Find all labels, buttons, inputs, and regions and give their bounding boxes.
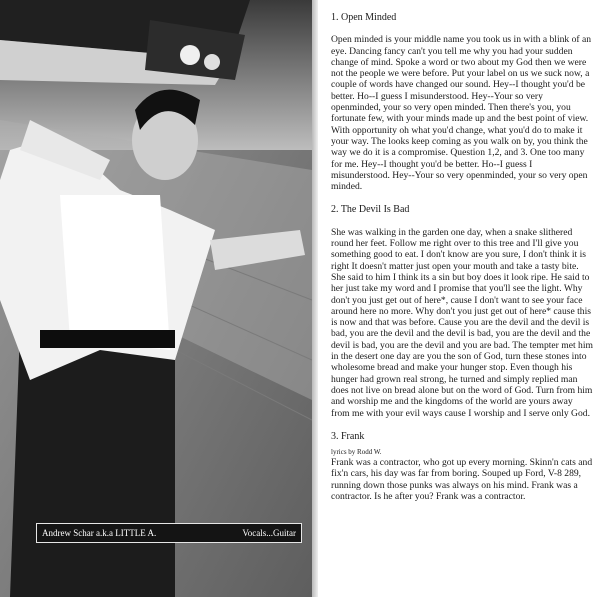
song-title: 3. Frank [331, 430, 365, 442]
lyrics-credit: lyrics by Rodd W. [331, 448, 382, 457]
song-lyrics: Open minded is your middle name you took us in with a blink of an eye. Dancing fancy can't you tell me why you had your sudden change of mind. Spoke a word or two about my God then we were not the people we were before. Put your label on us we suck now, a couple of words have changed our sound. Hey--I thought you'd be better. Ho--I guess I misunderstood. Hey--Your so very openminded, your so very open minded. Then there's you, you fortunate few, with your minds made up and the best point of view. With opportunity oh what you'd change, what you'd do to make it your way. The looks keep coming as you walk on by, you think the way we do it is a compromise. Question 1,2, and 3. One too many for me. Hey--I thought you'd be better. Ho--I guess I misunderstood. Hey--Your so very openminded, your so very open minded. [331, 34, 592, 193]
caption-role: Vocals...Guitar [242, 528, 296, 538]
caption-name: Andrew Schar a.k.a LITTLE A. [42, 528, 157, 538]
song-title: 2. The Devil Is Bad [331, 204, 410, 216]
song-lyrics: She was walking in the garden one day, when a snake slithered round her feet. Follow me right over to this tree and I'll give you something good to eat. I don't know are you sure, I don't think it is right It doesn't matter just open your mouth and take a tasty bite. She said to him I think its a sin but boy does it look ripe. He said to her just take my word and I promise that you'll see the light. Why don't you just get out of here*, cause I don't want to see your face around here no more. Why don't you just get out of here* cause this is now and that was before. Cause you are the devil and the devil is bad, you are the devil and the devil is bad, you are the devil and the devil is bad, you are the devil and you are bad. The tempter met him in the desert one day are you the son of God, turn these stones into wholesome bread and make your hunger stop. Even though his hunger had grown real strong, he turned and simply replied man does not live on bread alone but on the word of God. Turn from him and worship me and the kingdoms of the world are yours away from me with your evil ways cause I worship and I serve only God. [331, 226, 593, 419]
song-title: 1. Open Minded [331, 12, 397, 23]
lyrics-column [331, 12, 593, 514]
song-lyrics: Frank was a contractor, who got up every morning. Skinn'n cats and fix'n cars, his day was far from boring. Souped up Ford, V-8 289, running down those punks was always on his mind. Frank was a contractor. Is he after you? Frank was a contractor. [331, 457, 593, 502]
photo-caption [36, 523, 302, 543]
booklet-fold [312, 0, 318, 597]
